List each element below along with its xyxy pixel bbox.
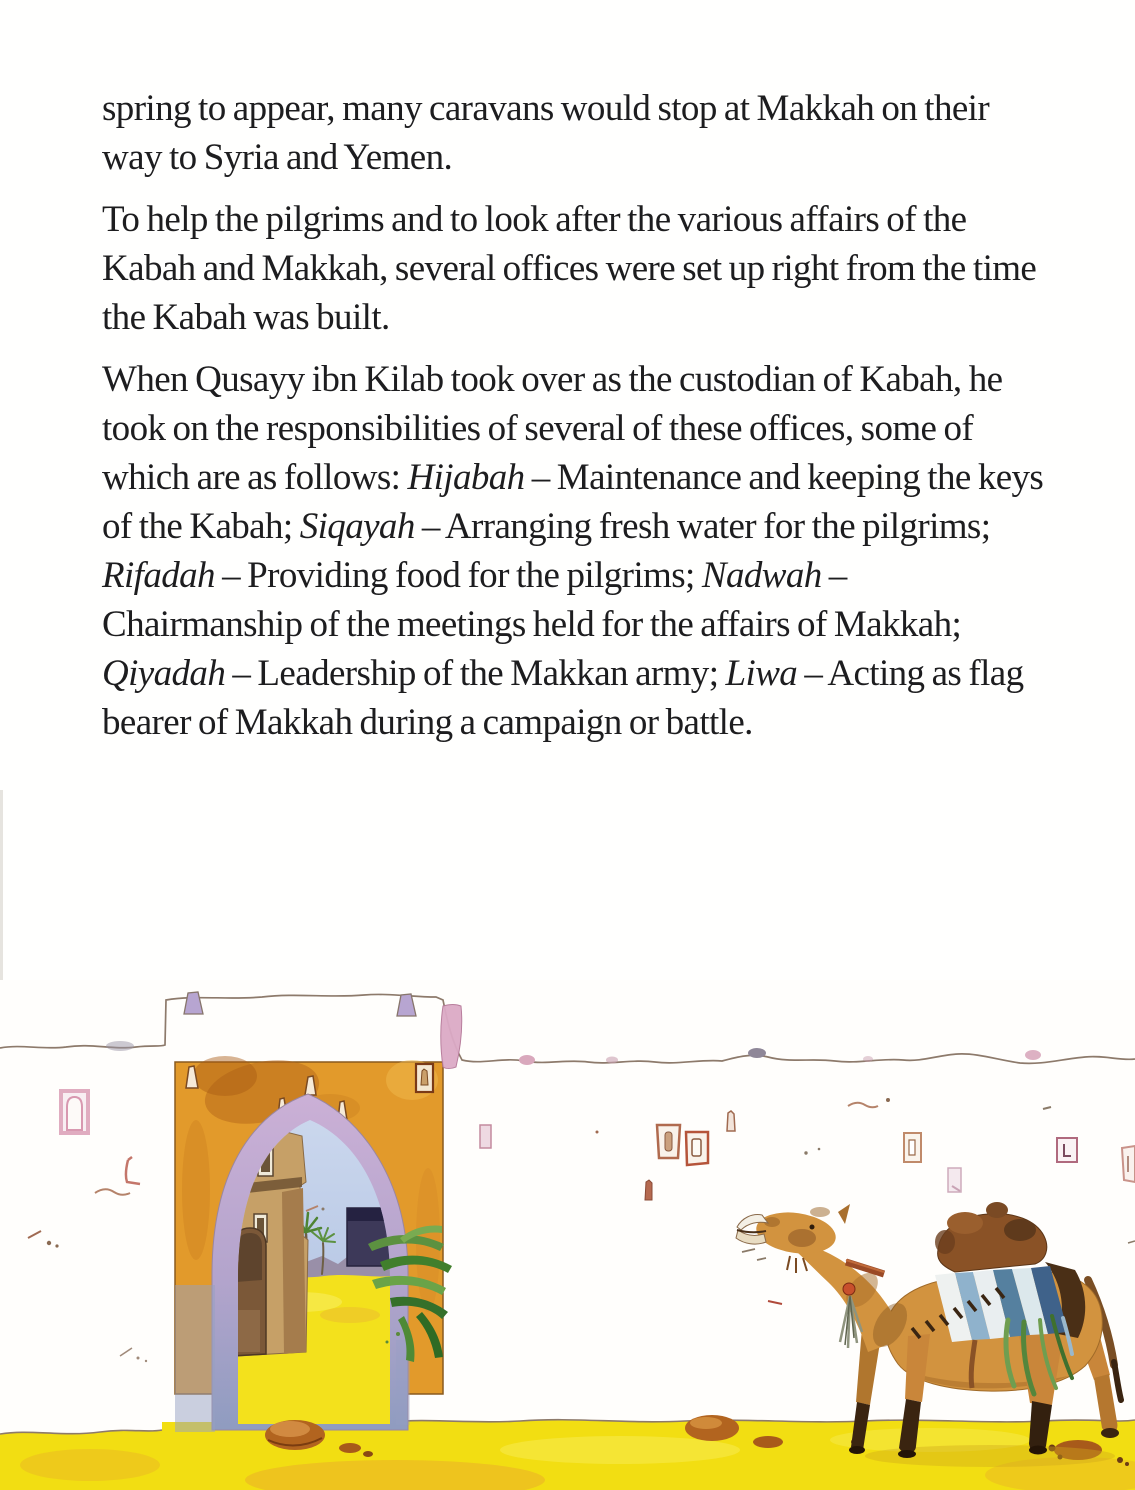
text-run: To help the pilgrims and to look after the various affairs of the Kabah and Makkah, several offices were set up right from the time the Kabah was built. <box>102 199 1037 338</box>
text-run-italic: Hijabah <box>407 457 525 498</box>
text-run-italic: Nadwah <box>701 555 822 596</box>
text-run: – Maintenance and keeping the keys of the Kabah; <box>102 457 1044 547</box>
page-text <box>102 84 1054 760</box>
text-run: – Chairmanship of the meetings held for the affairs of Makkah; <box>102 555 962 645</box>
illustration <box>0 980 1135 1490</box>
text-run-italic: Siqayah <box>299 506 415 547</box>
page-scan-edge <box>0 790 3 1010</box>
text-run: spring to appear, many caravans would stop at Makkah on their way to Syria and Yemen. <box>102 88 990 178</box>
text-run-italic: Liwa <box>725 653 798 694</box>
text-run-italic: Qiyadah <box>102 653 226 694</box>
text-run: – Providing food for the pilgrims; <box>214 555 702 596</box>
paragraph-3 <box>102 355 1054 747</box>
text-run: – Arranging fresh water for the pilgrims; <box>414 506 991 547</box>
paragraph-1 <box>102 84 1054 182</box>
paragraph-2 <box>102 195 1054 342</box>
text-run: – Leadership of the Makkan army; <box>225 653 726 694</box>
arch-pillar-shade <box>175 1285 215 1432</box>
text-run-italic: Rifadah <box>102 555 215 596</box>
saddle-blanket <box>935 1266 1068 1342</box>
text-run: When Qusayy ibn Kilab took over as the custodian of Kabah, he took on the responsibilities of several of these offices, some of which are as follows: <box>102 359 1003 498</box>
text-run: – Acting as flag bearer of Makkah during a campaign or battle. <box>102 653 1024 743</box>
camel-eye <box>810 1225 815 1230</box>
